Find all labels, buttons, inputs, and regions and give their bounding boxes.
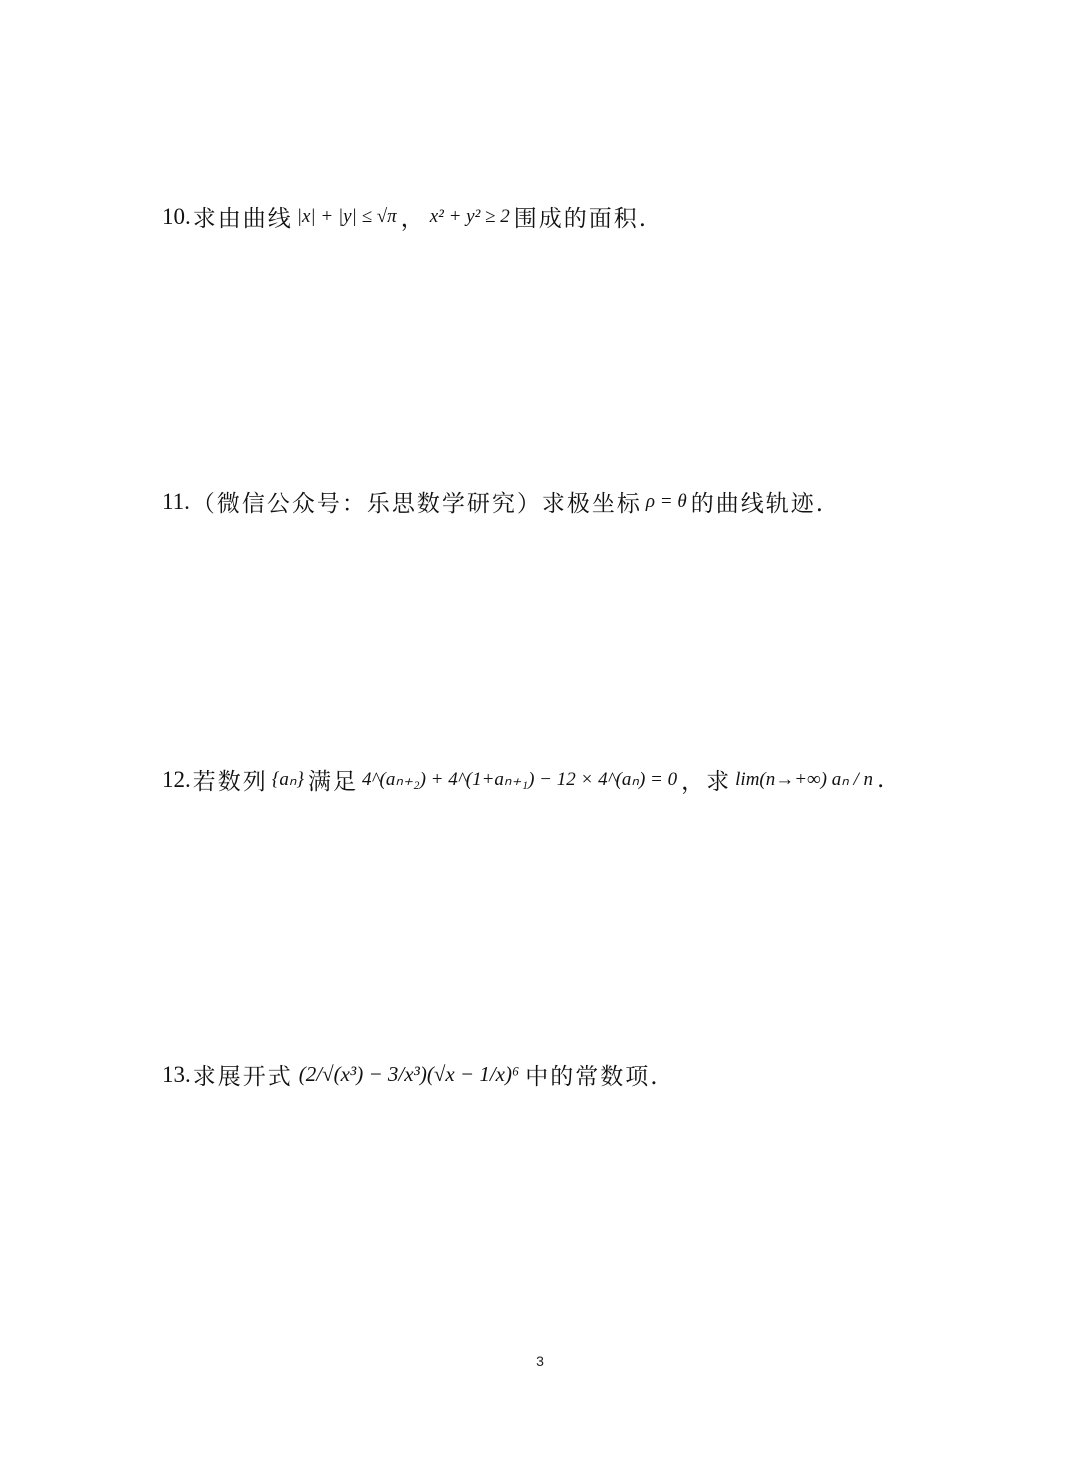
problem-number: 10. <box>162 203 191 229</box>
problem-12 <box>162 763 886 796</box>
math-formula-circle: x² + y² ≥ 2 <box>429 205 510 227</box>
problem-number: 13. <box>162 1061 191 1087</box>
page-number: 3 <box>536 1353 544 1369</box>
problem-text: 求展开式 <box>192 1064 293 1090</box>
problem-text-end: 的曲线轨迹. <box>690 491 825 517</box>
math-recurrence: 4^(aₙ₊₂) + 4^(1+aₙ₊₁) − 12 × 4^(aₙ) = 0 <box>362 769 678 790</box>
problem-text: （微信公众号：乐思数学研究）求极坐标 <box>191 491 642 517</box>
problem-number: 11. <box>162 488 190 514</box>
math-sequence: {aₙ} <box>271 769 305 790</box>
problem-text-end: 围成的面积. <box>513 206 649 232</box>
math-formula-polar: ρ = θ <box>645 490 687 512</box>
math-expansion: (2/√(x³) − 3/x³)(√x − 1/x)⁶ <box>298 1062 520 1086</box>
problem-13 <box>162 1058 660 1091</box>
problem-text-end: 中的常数项. <box>525 1064 660 1090</box>
problem-text: 求由曲线 <box>192 206 293 232</box>
problem-text-mid: 满足 <box>308 769 359 795</box>
problem-text-end: . <box>877 766 887 793</box>
math-formula-abs: |x| + |y| ≤ √π <box>296 205 397 227</box>
problem-text: 若数列 <box>192 769 268 795</box>
separator: ， <box>400 206 426 232</box>
problem-11 <box>162 485 825 518</box>
math-limit: lim(n→+∞) aₙ / n <box>735 769 874 790</box>
problem-text-ask: ，求 <box>681 769 732 795</box>
problem-number: 12. <box>162 766 191 792</box>
problem-10 <box>162 200 648 233</box>
